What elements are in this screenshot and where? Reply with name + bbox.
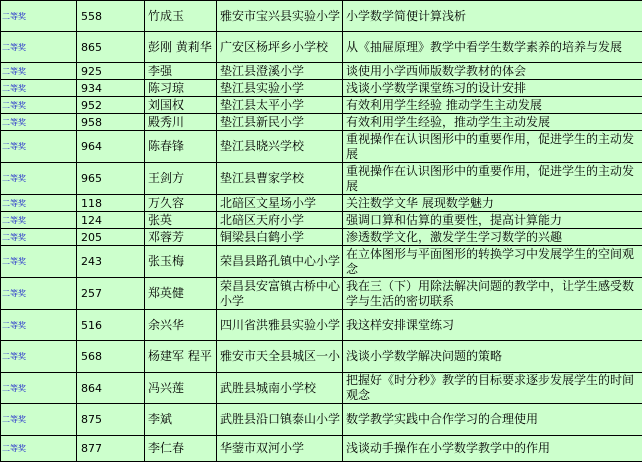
school-cell: 武胜县沿口镇泰山小学 [217, 404, 343, 436]
author-cell: 冯兴莲 [145, 373, 217, 404]
prize-cell: 二等奖 [1, 373, 77, 404]
school-cell: 荣昌县安富镇古桥中心小学 [217, 278, 343, 310]
paper-title-cell: 重视操作在认识图形中的重要作用，促进学生的主动发展 [343, 163, 642, 195]
author-cell: 张玉梅 [145, 246, 217, 278]
prize-cell: 二等奖 [1, 1, 77, 32]
author-cell: 杨建军 程平 [145, 341, 217, 373]
table-row [1, 97, 642, 114]
table-row [1, 310, 642, 341]
number-cell: 965 [77, 163, 145, 195]
number-cell: 958 [77, 114, 145, 131]
paper-title-cell: 数学教学实践中合作学习的合理使用 [343, 404, 642, 436]
prize-cell: 二等奖 [1, 131, 77, 163]
paper-title-cell: 关注数学文华 展现数学魅力 [343, 195, 642, 212]
paper-title-cell: 在立体图形与平面图形的转换学习中发展学生的空间观念 [343, 246, 642, 278]
author-cell: 殿秀川 [145, 114, 217, 131]
prize-cell: 二等奖 [1, 310, 77, 341]
table-row [1, 373, 642, 404]
table-row [1, 114, 642, 131]
author-cell: 郑英健 [145, 278, 217, 310]
prize-cell: 二等奖 [1, 32, 77, 63]
table-row [1, 32, 642, 63]
author-cell: 李斌 [145, 404, 217, 436]
author-cell: 刘国权 [145, 97, 217, 114]
table-row [1, 436, 642, 462]
number-cell: 257 [77, 278, 145, 310]
table-row [1, 212, 642, 229]
number-cell: 205 [77, 229, 145, 246]
prize-cell: 二等奖 [1, 195, 77, 212]
paper-title-cell: 小学数学简便计算浅析 [343, 1, 642, 32]
paper-title-cell: 有效利用学生经验，推动学生主动发展 [343, 114, 642, 131]
school-cell: 铜梁县白鹤小学 [217, 229, 343, 246]
paper-title-cell: 强调口算和估算的重要性，提高计算能力 [343, 212, 642, 229]
prize-cell: 二等奖 [1, 341, 77, 373]
number-cell: 568 [77, 341, 145, 373]
school-cell: 广安区杨坪乡小学校 [217, 32, 343, 63]
prize-cell: 二等奖 [1, 114, 77, 131]
paper-title-cell: 我在三（下）用除法解决问题的教学中，让学生感受数学与生活的密切联系 [343, 278, 642, 310]
prize-cell: 二等奖 [1, 80, 77, 97]
author-cell: 竹成玉 [145, 1, 217, 32]
table-row [1, 278, 642, 310]
number-cell: 875 [77, 404, 145, 436]
paper-title-cell: 把握好《时分秒》教学的目标要求逐步发展学生的时间观念 [343, 373, 642, 404]
number-cell: 864 [77, 373, 145, 404]
number-cell: 934 [77, 80, 145, 97]
school-cell: 华蓥市双河小学 [217, 436, 343, 462]
awards-table-body [1, 1, 642, 462]
table-row [1, 195, 642, 212]
author-cell: 陈习琼 [145, 80, 217, 97]
number-cell: 925 [77, 63, 145, 80]
table-row [1, 404, 642, 436]
school-cell: 垫江县澄溪小学 [217, 63, 343, 80]
school-cell: 垫江县晓兴学校 [217, 131, 343, 163]
table-row [1, 163, 642, 195]
school-cell: 北碚区天府小学 [217, 212, 343, 229]
school-cell: 垫江县曹家学校 [217, 163, 343, 195]
table-row [1, 131, 642, 163]
author-cell: 李强 [145, 63, 217, 80]
author-cell: 邓蓉芳 [145, 229, 217, 246]
table-row [1, 63, 642, 80]
author-cell: 余兴华 [145, 310, 217, 341]
school-cell: 雅安市天全县城区一小 [217, 341, 343, 373]
prize-cell: 二等奖 [1, 229, 77, 246]
prize-cell: 二等奖 [1, 404, 77, 436]
author-cell: 万久容 [145, 195, 217, 212]
table-row [1, 341, 642, 373]
paper-title-cell: 浅谈小学数学课堂练习的设计安排 [343, 80, 642, 97]
author-cell: 彭刚 黄莉华 [145, 32, 217, 63]
paper-title-cell: 重视操作在认识图形中的重要作用，促进学生的主动发展 [343, 131, 642, 163]
number-cell: 865 [77, 32, 145, 63]
number-cell: 558 [77, 1, 145, 32]
school-cell: 北碚区文星场小学 [217, 195, 343, 212]
table-row [1, 80, 642, 97]
number-cell: 118 [77, 195, 145, 212]
school-cell: 垫江县太平小学 [217, 97, 343, 114]
prize-cell: 二等奖 [1, 278, 77, 310]
paper-title-cell: 我这样安排课堂练习 [343, 310, 642, 341]
paper-title-cell: 谈使用小学西师版数学教材的体会 [343, 63, 642, 80]
table-row [1, 246, 642, 278]
school-cell: 垫江县新民小学 [217, 114, 343, 131]
paper-title-cell: 浅谈动手操作在小学数学教学中的作用 [343, 436, 642, 462]
number-cell: 952 [77, 97, 145, 114]
prize-cell: 二等奖 [1, 163, 77, 195]
school-cell: 荣昌县路孔镇中心小学 [217, 246, 343, 278]
table-row [1, 229, 642, 246]
number-cell: 124 [77, 212, 145, 229]
number-cell: 877 [77, 436, 145, 462]
school-cell: 武胜县城南小学校 [217, 373, 343, 404]
prize-cell: 二等奖 [1, 212, 77, 229]
author-cell: 李仁春 [145, 436, 217, 462]
paper-title-cell: 从《抽屉原理》教学中看学生数学素养的培养与发展 [343, 32, 642, 63]
prize-cell: 二等奖 [1, 63, 77, 80]
number-cell: 243 [77, 246, 145, 278]
prize-cell: 二等奖 [1, 97, 77, 114]
number-cell: 516 [77, 310, 145, 341]
paper-title-cell: 浅谈小学数学解决问题的策略 [343, 341, 642, 373]
number-cell: 964 [77, 131, 145, 163]
author-cell: 王剑方 [145, 163, 217, 195]
prize-cell: 二等奖 [1, 246, 77, 278]
paper-title-cell: 有效利用学生经验 推动学生主动发展 [343, 97, 642, 114]
school-cell: 垫江县实验小学 [217, 80, 343, 97]
prize-cell: 二等奖 [1, 436, 77, 462]
table-row [1, 1, 642, 32]
author-cell: 陈春锋 [145, 131, 217, 163]
school-cell: 四川省洪雅县实验小学 [217, 310, 343, 341]
author-cell: 张英 [145, 212, 217, 229]
paper-title-cell: 渗透数学文化，激发学生学习数学的兴趣 [343, 229, 642, 246]
school-cell: 雅安市宝兴县实验小学 [217, 1, 343, 32]
